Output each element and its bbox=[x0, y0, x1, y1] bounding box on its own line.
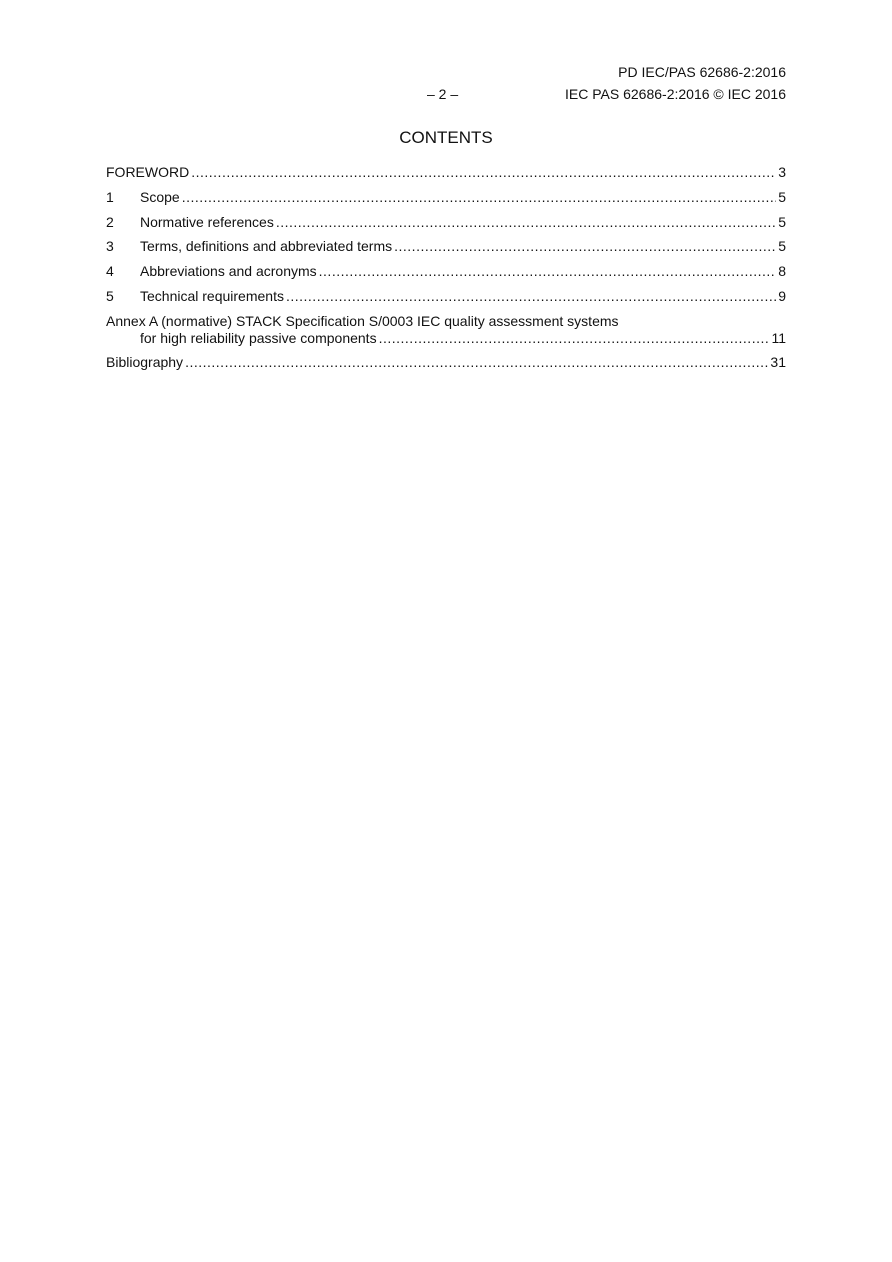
toc-dot-leader bbox=[191, 162, 776, 182]
toc-dot-leader bbox=[185, 352, 768, 372]
toc-entry-number: 5 bbox=[106, 287, 114, 304]
toc-entry-abbreviations[interactable] bbox=[106, 261, 786, 286]
document-identifier: PD IEC/PAS 62686-2:2016 bbox=[618, 64, 786, 80]
toc-entry-page: 3 bbox=[778, 164, 786, 180]
toc-entry-page: 31 bbox=[770, 353, 786, 370]
table-of-contents bbox=[106, 162, 786, 377]
toc-entry-bibliography[interactable] bbox=[106, 352, 786, 377]
toc-entry-technical-requirements[interactable] bbox=[106, 286, 786, 311]
toc-annex-title-line1: Annex A (normative) STACK Specification S/0003 IEC quality assessment systems bbox=[106, 312, 619, 329]
toc-dot-leader bbox=[379, 330, 770, 347]
toc-entry-number: 2 bbox=[106, 213, 114, 230]
toc-annex-title-line2: for high reliability passive components bbox=[140, 329, 377, 346]
toc-entry-title: Technical requirements bbox=[140, 287, 284, 304]
toc-entry-page: 11 bbox=[771, 329, 786, 346]
toc-dot-leader bbox=[276, 212, 776, 232]
toc-entry-number: 1 bbox=[106, 188, 114, 205]
toc-entry-terms-definitions[interactable] bbox=[106, 236, 786, 261]
toc-entry-normative-references[interactable] bbox=[106, 212, 786, 237]
toc-entry-page: 5 bbox=[778, 213, 786, 230]
toc-entry-number: 4 bbox=[106, 263, 114, 280]
toc-entry-annex-a[interactable] bbox=[106, 311, 786, 352]
toc-entry-scope[interactable] bbox=[106, 187, 786, 212]
toc-entry-foreword[interactable] bbox=[106, 162, 786, 187]
contents-heading: CONTENTS bbox=[399, 128, 493, 147]
toc-entry-page: 5 bbox=[778, 238, 786, 255]
page-number: – 2 – bbox=[427, 86, 459, 102]
document-copyright: IEC PAS 62686-2:2016 © IEC 2016 bbox=[565, 86, 786, 102]
toc-entry-number: 3 bbox=[106, 238, 114, 255]
toc-dot-leader bbox=[319, 261, 777, 281]
toc-entry-page: 8 bbox=[778, 263, 786, 280]
toc-entry-title: Abbreviations and acronyms bbox=[140, 263, 317, 280]
toc-dot-leader bbox=[182, 187, 777, 207]
toc-entry-title: FOREWORD bbox=[106, 164, 190, 180]
toc-dot-leader bbox=[394, 236, 776, 256]
toc-entry-page: 9 bbox=[778, 287, 786, 304]
toc-entry-title: Terms, definitions and abbreviated terms bbox=[140, 238, 393, 255]
toc-annex-title-line2-row bbox=[106, 330, 786, 347]
toc-entry-title: Normative references bbox=[140, 213, 274, 230]
toc-dot-leader bbox=[286, 286, 776, 306]
toc-entry-title: Scope bbox=[140, 188, 180, 205]
toc-entry-page: 5 bbox=[778, 188, 786, 205]
toc-entry-title: Bibliography bbox=[106, 353, 184, 370]
